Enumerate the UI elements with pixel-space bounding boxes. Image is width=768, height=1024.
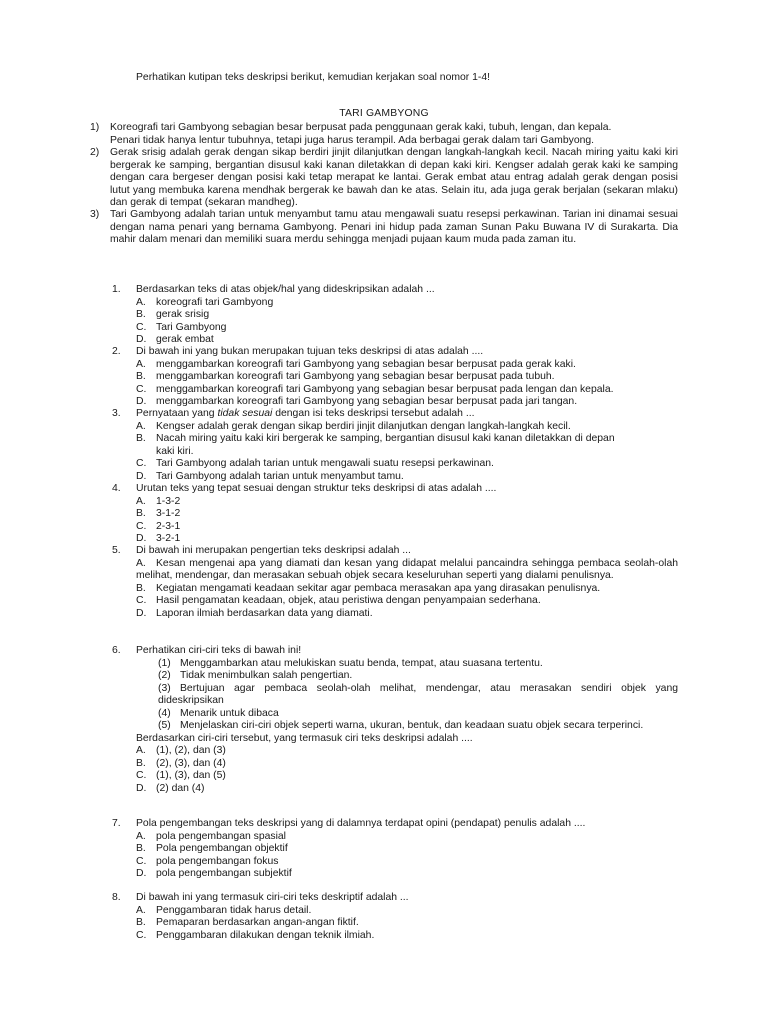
option-text: pola pengembangan subjektif	[156, 868, 292, 879]
option-label: D.	[136, 607, 147, 619]
option-b[interactable]	[136, 508, 682, 521]
option-d[interactable]	[136, 608, 682, 621]
paragraph-line: Penari tidak hanya lentur tubuhnya, tetapi juga harus terampil. Ada berbagai gerak dalam tari Gambyong.	[110, 134, 595, 146]
option-b[interactable]	[136, 758, 682, 771]
question-number: 6.	[112, 645, 121, 656]
criteria-label: (5)	[158, 720, 171, 731]
question-followup: Berdasarkan ciri-ciri tersebut, yang termasuk ciri teks deskripsi adalah ....	[136, 732, 473, 744]
paragraph-line: Koreografi tari Gambyong sebagian besar berpusat pada penggunaan gerak kaki, tubuh, lengan, dan kepala.	[110, 122, 612, 133]
question-3	[112, 408, 682, 483]
option-label: A.	[136, 358, 146, 370]
option-label: A.	[136, 296, 146, 308]
option-text: menggambarkan koreografi tari Gambyong yang sebagian besar berpusat pada tubuh.	[156, 371, 555, 382]
option-label: B.	[136, 843, 146, 854]
paragraph-2	[90, 147, 678, 210]
option-label: B.	[136, 917, 146, 928]
question-number: 4.	[112, 483, 121, 494]
option-text: Tari Gambyong adalah tarian untuk mengawali suatu resepsi perkawinan.	[156, 458, 494, 469]
option-d[interactable]	[136, 533, 682, 546]
option-label: C.	[136, 458, 147, 469]
criteria-label: (3)	[158, 682, 171, 694]
option-label: C.	[136, 595, 147, 606]
option-text: Kegiatan mengamati keadaan sekitar agar pembaca merasakan apa yang dirasakan penulisnya.	[156, 582, 601, 594]
paragraph-1	[90, 122, 678, 147]
option-a[interactable]	[136, 421, 682, 434]
option-label: B.	[136, 757, 146, 769]
option-text: pola pengembangan spasial	[156, 830, 286, 842]
option-label: D.	[136, 782, 147, 794]
option-label: C.	[136, 520, 147, 532]
option-label: B.	[136, 582, 146, 594]
option-label: C.	[136, 770, 147, 781]
instruction-text: Perhatikan kutipan teks deskripsi berikut, kemudian kerjakan soal nomor 1-4!	[136, 72, 491, 83]
option-text: gerak srisig	[156, 309, 210, 320]
question-6	[112, 645, 682, 795]
paragraph-3	[90, 209, 678, 247]
option-text: (1), (3), dan (5)	[156, 770, 226, 781]
option-b[interactable]	[136, 309, 682, 322]
criteria-text: Tidak menimbulkan salah pengertian.	[180, 670, 353, 681]
criteria-item	[158, 720, 682, 733]
option-text: menggambarkan koreografi tari Gambyong yang sebagian besar berpusat pada gerak kaki.	[156, 358, 576, 370]
criteria-item	[158, 708, 682, 721]
option-label: D.	[136, 334, 147, 345]
option-text: 3-2-1	[156, 533, 181, 544]
question-number: 1.	[112, 284, 121, 295]
question-1	[112, 284, 682, 347]
option-c[interactable]	[136, 930, 682, 943]
option-c[interactable]	[136, 521, 682, 534]
option-text: (1), (2), dan (3)	[156, 745, 226, 756]
criteria-text: Menjelaskan ciri-ciri objek seperti warna, ukuran, bentuk, dan keadaan suatu objek secara terperinci.	[180, 720, 644, 731]
option-text: 2-3-1	[156, 520, 181, 532]
option-text: Kesan mengenai apa yang diamati dan kesan yang didapat melalui pancaindra sehingga pembaca seolah-olah melihat, mendengar, dan merasakan sebuah objek secara keseluruhan seperti yang dialami penulisnya.	[136, 557, 678, 581]
paragraph-text: Gerak srisig adalah gerak dengan sikap berdiri jinjit dilanjutkan dengan langkah-langkah kecil. Nacah miring yaitu kaki kiri bergerak ke samping, bergantian disusul kaki kanan diletakkan di depan kaki kiri. Kengser adalah gerak kaki ke samping dengan cara bergeser dengan posisi kaki tetap merapat ke lantai. Gerak embat atau entrag adalah gerak dengan posisi lutut yang membuka karena mendhak bergerak ke bawah dan ke atas. Selain itu, ada juga gerak berjalan (sekaran mlaku) dan gerak di tempat (sekaran mandheg).	[110, 147, 678, 208]
question-text: Berdasarkan teks di atas objek/hal yang dideskripsikan adalah ...	[136, 284, 435, 295]
option-d[interactable]	[136, 471, 682, 484]
question-text: Di bawah ini merupakan pengertian teks deskripsi adalah ...	[136, 545, 411, 556]
option-label: A.	[136, 904, 146, 916]
option-label: D.	[136, 868, 147, 879]
question-5	[112, 545, 682, 620]
option-c[interactable]	[136, 322, 682, 335]
option-label: A.	[136, 420, 146, 432]
criteria-text: Menarik untuk dibaca	[180, 707, 279, 719]
text-title: TARI GAMBYONG	[339, 108, 429, 119]
question-8	[112, 892, 682, 942]
option-text: pola pengembangan fokus	[156, 855, 279, 867]
option-text: Hasil pengamatan keadaan, objek, atau peristiwa dengan penyampaian sederhana.	[156, 595, 541, 606]
option-text: Tari Gambyong	[156, 321, 227, 333]
criteria-label: (1)	[158, 657, 171, 669]
option-a[interactable]	[136, 359, 682, 372]
option-label: B.	[136, 433, 146, 444]
question-text: Di bawah ini yang bukan merupakan tujuan teks deskripsi di atas adalah ....	[136, 346, 484, 357]
paragraph-number: 2)	[90, 147, 100, 158]
option-label: B.	[136, 508, 146, 519]
option-d[interactable]	[136, 783, 682, 796]
option-text: Penggambaran dilakukan dengan teknik ilmiah.	[156, 929, 375, 941]
option-text: 1-3-2	[156, 495, 181, 507]
option-text: Penggambaran tidak harus detail.	[156, 904, 312, 916]
option-label: A.	[136, 745, 146, 756]
option-a[interactable]	[136, 297, 682, 310]
question-number: 2.	[112, 346, 121, 357]
criteria-item	[158, 658, 682, 671]
option-text-continued: kaki kiri.	[156, 445, 194, 457]
paragraph-text: Tari Gambyong adalah tarian untuk menyambut tamu atau mengawali suatu resepsi perkawinan. Tarian ini dinamai sesuai dengan nama penari yang bernama Gambyong. Penari ini hidup pada zaman Sunan Paku Buwana IV di Surakarta. Dia mahir dalam menari dan memiliki suara merdu sehingga menjadi pujaan kaum muda pada zaman itu.	[110, 209, 678, 245]
option-d[interactable]	[136, 396, 682, 409]
question-text-after: dengan isi teks deskripsi tersebut adalah ...	[272, 408, 475, 419]
option-label: C.	[136, 383, 147, 395]
option-a[interactable]	[136, 905, 682, 918]
option-d[interactable]	[136, 334, 682, 347]
option-c[interactable]	[136, 856, 682, 869]
option-label: D.	[136, 470, 147, 482]
option-text: Laporan ilmiah berdasarkan data yang diamati.	[156, 607, 373, 619]
question-text: Pola pengembangan teks deskripsi yang di dalamnya terdapat opini (pendapat) penulis adalah ....	[136, 818, 586, 829]
question-text: Urutan teks yang tepat sesuai dengan struktur teks deskripsi di atas adalah ....	[136, 483, 497, 494]
question-7	[112, 818, 682, 881]
question-text: Perhatikan ciri-ciri teks di bawah ini!	[136, 645, 302, 656]
option-b[interactable]	[136, 843, 682, 856]
option-a[interactable]	[136, 558, 682, 583]
question-text	[136, 408, 682, 421]
criteria-label: (4)	[158, 707, 171, 719]
option-c[interactable]	[136, 595, 682, 608]
option-text: menggambarkan koreografi tari Gambyong yang sebagian besar berpusat pada lengan dan kepala.	[156, 383, 614, 395]
question-number: 5.	[112, 545, 121, 556]
option-text: 3-1-2	[156, 508, 181, 519]
option-text: Nacah miring yaitu kaki kiri bergerak ke samping, bergantian disusul kaki kanan diletakkan di depan	[156, 433, 615, 444]
option-label: A.	[136, 830, 146, 842]
option-b[interactable]	[136, 433, 682, 458]
criteria-text: Menggambarkan atau melukiskan suatu benda, tempat, atau suasana tertentu.	[180, 657, 543, 669]
option-label: B.	[136, 309, 146, 320]
option-label: A.	[136, 495, 146, 507]
option-label: A.	[136, 557, 146, 569]
option-a[interactable]	[136, 745, 682, 758]
paragraph-number: 3)	[90, 209, 100, 220]
option-c[interactable]	[136, 770, 682, 783]
option-label: C.	[136, 855, 147, 867]
option-label: D.	[136, 396, 147, 407]
question-2	[112, 346, 682, 409]
criteria-label: (2)	[158, 670, 171, 681]
question-number: 3.	[112, 408, 121, 419]
option-b[interactable]	[136, 583, 682, 596]
option-c[interactable]	[136, 458, 682, 471]
option-label: D.	[136, 533, 147, 544]
option-label: B.	[136, 371, 146, 382]
option-label: C.	[136, 929, 147, 941]
option-d[interactable]	[136, 868, 682, 881]
question-text-emphasis: tidak sesuai	[217, 408, 273, 419]
option-a[interactable]	[136, 831, 682, 844]
option-label: C.	[136, 321, 147, 333]
option-a[interactable]	[136, 496, 682, 509]
question-text-before: Pernyataan yang	[136, 408, 218, 419]
option-text: Pola pengembangan objektif	[156, 843, 288, 854]
question-number: 7.	[112, 818, 121, 829]
question-4	[112, 483, 682, 546]
option-text: (2), (3), dan (4)	[156, 757, 226, 769]
question-text: Di bawah ini yang termasuk ciri-ciri teks deskriptif adalah ...	[136, 892, 409, 903]
option-text: (2) dan (4)	[156, 782, 205, 794]
option-b[interactable]	[136, 371, 682, 384]
option-text: Kengser adalah gerak dengan sikap berdiri jinjit dilanjutkan dengan langkah-langkah kecil.	[156, 420, 571, 432]
question-number: 8.	[112, 892, 121, 903]
option-text: Tari Gambyong adalah tarian untuk menyambut tamu.	[156, 470, 404, 482]
criteria-text: Bertujuan agar pembaca seolah-olah melihat, mendengar, atau merasakan sendiri objek yang dideskripsikan	[158, 682, 678, 706]
criteria-item	[158, 670, 682, 683]
criteria-item	[158, 683, 682, 708]
option-c[interactable]	[136, 384, 682, 397]
option-text: koreografi tari Gambyong	[156, 296, 274, 308]
option-text: gerak embat	[156, 334, 214, 345]
paragraph-number: 1)	[90, 122, 100, 133]
option-b[interactable]	[136, 917, 682, 930]
option-text: Pemaparan berdasarkan angan-angan fiktif.	[156, 917, 359, 928]
option-text: menggambarkan koreografi tari Gambyong yang sebagian besar berpusat pada jari tangan.	[156, 396, 578, 407]
